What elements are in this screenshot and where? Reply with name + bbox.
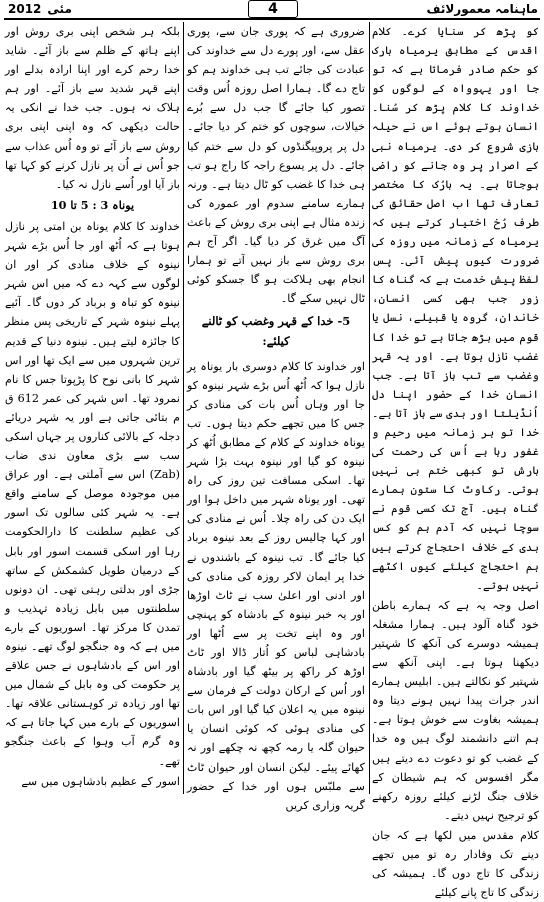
page-number-badge: 4 [248,0,298,18]
header-month: مئی [47,2,72,16]
column-left [5,22,180,794]
section-heading: 5- خدا کے قہر وغضب کو ٹالنے کیلئے: [201,314,351,348]
column-right [372,22,539,900]
paragraph: خداوند کا کلام یوناہ بن امتی پر نازل ہوتا ہے کہ اُٹھ اور جا اُس بڑے شہر نینوہ کے خلاف منادی کر اور ان لوگوں سے کہہ دے کہ میں اس شہر نینوہ کو تباہ و برباد کر دوں گا۔ آئیے پہلے نینوہ شہر کے تاریخی پس منظر کا جائزہ لیتے ہیں۔ نینوہ دنیا کے قدیم ترین شہروں میں سے ایک تھا اور اس شہر کا بانی نوح کا پڑپوتا جس کا نام نمرود تھا۔ اس شہر کی عمر 612 ق م بتائی جاتی ہے اور یہ شہر دریائے دجلہ کے بالائی کناروں پر جہاں اسکی سب سے بڑی معاون ندی ضاب (Zab) اس سے آملتی ہے۔ اور عراق میں موجودہ موصل کے سامنے واقع ہے۔ یہ شہر کئی سالوں تک اسور کی عظیم سلطنت کا دارالحکومت رہا اور اسکی قسمت اسور اور بابل کے درمیان طویل کشمکش کے ساتھ جڑی اور بدلتی رہتی تھی۔ ان دونوں سلطنتوں میں بابل زیادہ تہذیب و تمدن کا مرکز تھا۔ اسوریوں کے بارے میں ہے کہ وہ جنگجو لوگ تھے۔ نینوہ اور اس کے بادشاہوں نے جس علاقے پر حکومت کی وہ بابل کے شمال میں تھا اور زیادہ تر کوہستانی علاقہ تھا۔ اسوریوں کے بارے میں کہا جاتا ہے کہ وہ گرم آب وہوا کے باعث جنگجو تھے۔ [5,219,180,768]
header-magazine-label: ماہنامہ [495,2,538,16]
verse-reference: یوناہ 3 : 5 تا 10 [50,197,135,212]
header-date [8,2,72,16]
header-magazine-title [427,2,538,16]
column-middle [187,22,365,812]
paragraph: اسور کے عظیم بادشاہوں میں سے [21,774,180,788]
header-brand-suffix: لائف [426,2,455,16]
header-year: 2012 [8,2,42,16]
paragraph: کلام مقدس میں لکھا ہے کہ جان دینے تک وفادار رہ تو میں تجھے زندگی کا تاج دوں گا۔ ہمیشہ کی زندگی کا تاج پانے کیلئے [372,828,539,900]
column-divider [369,22,370,794]
paragraph: اور خداوند کا کلام دوسری بار یوناہ پر نازل ہوا کہ اُٹھ اُس بڑے شہر نینوہ کو جا اور وہاں اُس بات کی منادی کر جس کا میں تجھے حکم دیتا ہوں۔ تب یوناہ خداوند کے کلام کے مطابق اُٹھ کر نینوہ کو گیا اور نینوہ بہت بڑا شہر تھا۔ اسکی مسافت تین روز کی راہ تھی۔ اور یوناہ شہر میں داخل ہوا اور ایک دن کی راہ چلا۔ اُس نے منادی کی اور کہا چالیس روز کے بعد نینوہ برباد کیا جائے گا۔ تب نینوہ کے باشندوں نے خدا پر ایمان لاکر روزہ کی منادی کی اور ادنی اور اعلیٰ سب نے ٹاٹ اوڑھا اور یہ خبر نینوہ کے بادشاہ کو پہنچی اور وہ اپنے تخت پر سے اُٹھا اور بادشاہی لباس کو اُتار ڈالا اور ٹاٹ اوڑھ کر راکھ پر بیٹھ گیا اور بادشاہ اور اُس کے ارکان دولت کے فرمان سے نینوہ میں یہ اعلان کیا گیا اور اس بات کی منادی ہوئی کہ کوئی انسان یا حیوان گلہ یا رمہ کچھ نہ چکھے اور نہ کھائے پیئے۔ لیکن انسان اور حیوان ٹاٹ سے ملبّس ہوں اور خدا کے حضور گریہ وزاری کریں [187,359,365,812]
paragraph: کو پڑھ کر سنایا کرے۔ کلام اقدس کے مطابق یرمیاہ بارک کو حکم صادر فرماتا ہے کہ تو جا اور یہوواہ کے لوگوں کو خداوند کا کلام پڑھ کر سُنا۔ انسان ہوتے ہوئے اس نے حیلہ بازی شروع کر دی۔ یرمیاہ نبی کے اصرار پر وہ جانے کو راضی ہوجاتا ہے۔ یہ بارُک کا مختصر تعارف تھا اب اصل حقائق کی طرف رُخ اختیار کرتے ہیں کہ یرمیاہ کے زمانہ میں روزہ کی ضرورت کیوں پیش آئی۔ پس لفظ پیش خدمت ہے کہ گناہ کا زور جب بھی کسی انسان، خاندان، گروہ یا قبیلے، نسل یا قوم میں بڑھ جاتا ہے تو خدا کا غضب نازل ہوتا ہے۔ اور یہ قہر وغضب سے تب باز آتا ہے۔ جب انسان خدا کے حضور اپنا دل اُنڈیلتا اور بدی سے باز آتا ہے۔ خدا تو ہر زمانہ میں رحیم و غفور رہا ہے اُس کی رحمت کی بارش تو کبھی ختم ہی نہیں ہوتی۔ رکاوٹ کا ستون ہمارے گناہ ہیں۔ آج تک کسی قوم نے سوچا نہیں کہ آدم ہم کو کس بدی کے خلاف احتجاج کرتے ہیں ہم احتجاج کیلئے کیوں اکٹھے نہیں ہوتے۔ [372,25,539,592]
paragraph: بلکہ ہر شخص اپنی بری روش اور اپنے ہاتھ کے ظلم سے باز آئے۔ شاید خدا رحم کرے اور اپنا ارادہ بدلے اور اپنے قہر شدید سے باز آئے۔ اور ہم ہلاک نہ ہوں۔ جب خدا نے انکی یہ حالت دیکھی کہ وہ اپنی اپنی بری روش سے باز آئے تو وہ اُس عذاب سے جو اُس نے اُن پر نازل کرنے کو کہا تھا باز آیا اور اُسے نازل نہ کیا۔ [5,25,180,191]
column-divider [183,22,184,794]
header-brand: معمور [454,2,491,16]
paragraph: ضروری ہے کہ پوری جان سے، پوری عقل سے، اور پورے دل سے خداوند کی عبادت کی جائے تب ہی خداوند ہم کو تاج دے گا۔ ہمارا اصل روزہ اُس وقت تصور کیا جائے گا جب دل سے بُرے خیالات، سوچوں کو ختم کر دیا جائے۔ دل پر پروپیگنڈوں کو دل سے ختم کیا جائے۔ دل پر یسوع راجہ کا راج ہو تب ہی خدا کا غضب کو ٹال دیتا ہے۔ ورنہ ہمارے سامنے سدوم اور عمورہ کی زندہ مثال ہے اپنی بری روش کے باعث آگ میں غرق کر دیا گیا۔ اگر آج ہم بری روش سے باز نہیں آتے تو ہمارا انجام بھی ہلاکت ہو گا جسکو کوئی ٹال نہیں سکے گا۔ [187,25,365,306]
header-divider [4,18,540,20]
paragraph: اصل وجہ یہ ہے کہ ہمارے باطن خود گناہ آلود ہیں۔ ہمارا مشغلہ ہمیشہ دوسرے کی آنکھ کا شہتیر دیکھنا ہوتا ہے۔ اپنی آنکھ سے شہتیر کو نکالتے ہیں۔ ابلیس ہمارے اندر جرات پیدا نہیں ہونے دیتا وہ ہمیشہ بغاوت سے خوش ہوتا ہے۔ ہم اتنے دانشمند لوگ ہیں وہ خدا کے غضب کو تو دعوت دے دیتے ہیں مگر افسوس کہ ہم شیطان کے خلاف جنگ لڑنے کیلئے روزہ رکھنے کو ترجیح نہیں دیتے۔ [372,598,539,822]
